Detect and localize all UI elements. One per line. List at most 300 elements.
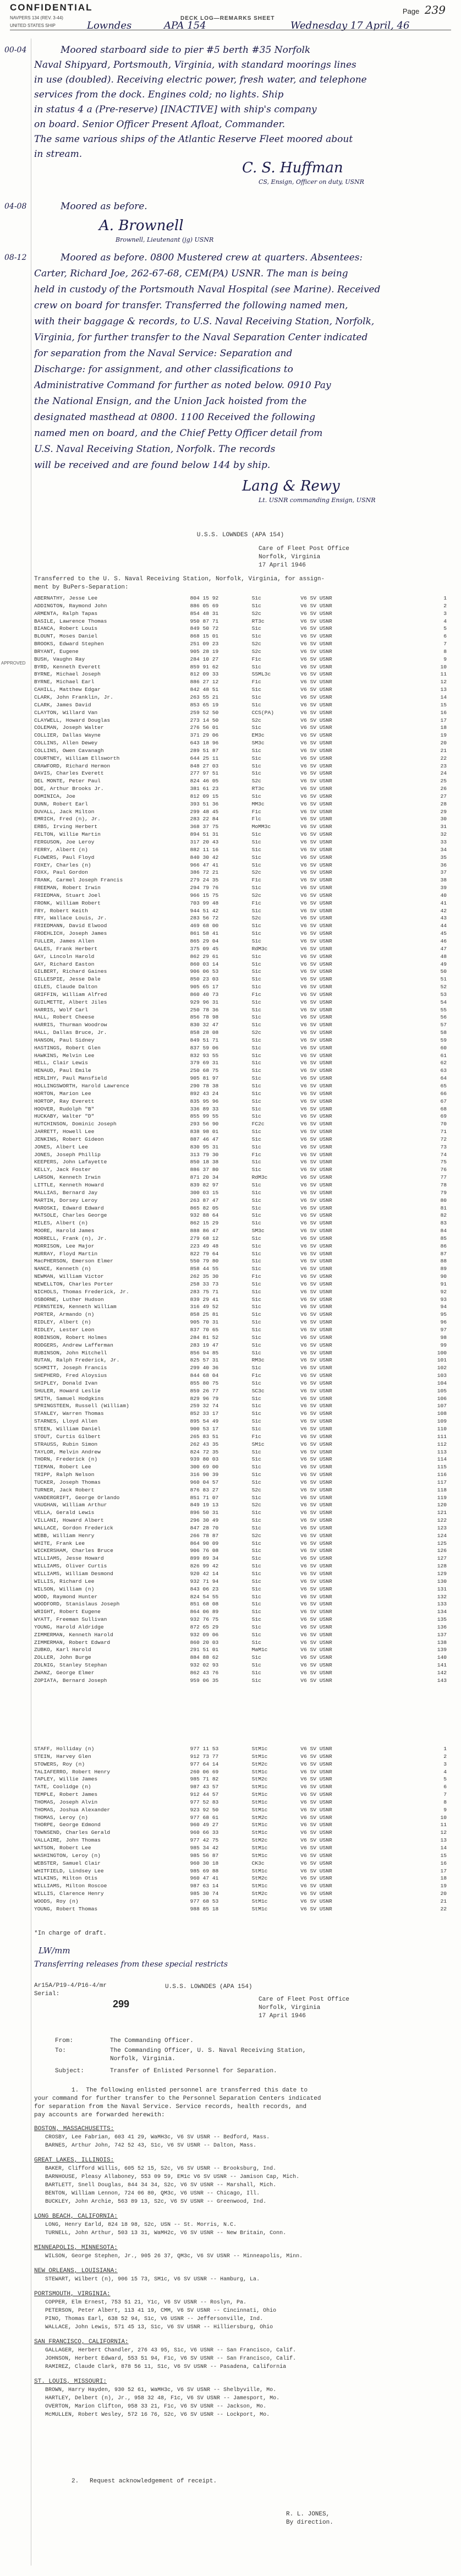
sailor-name: CAHILL, Matthew Edgar	[34, 687, 101, 693]
service-number: 960 04 57	[190, 1479, 219, 1485]
service-number: 858 25 81	[190, 1311, 219, 1318]
memo-paragraph-line: pay accounts are forwarded herewith:	[34, 2112, 165, 2118]
classification: V6 SV USNR	[300, 1288, 332, 1295]
handwritten-note: Transferring releases from these special restricts	[34, 1960, 228, 1969]
rate: S1c	[251, 1677, 261, 1684]
row-index: 13	[440, 687, 447, 693]
memo-section-line: PINO, Thomas Earl, 638 52 94, S1c, V6 USNR -- Jeffersonville, Ind.	[45, 2316, 264, 2322]
service-number: 884 88 62	[190, 1654, 219, 1661]
roster-row	[34, 1082, 447, 1090]
rate: S1c	[251, 1571, 261, 1577]
rate: MaM1c	[251, 1647, 268, 1653]
row-index: 4	[443, 1768, 447, 1775]
row-index: 6	[443, 633, 447, 640]
service-number: 944 51 42	[190, 907, 219, 914]
log-entry-line: The same various ships of the Atlantic Reserve Fleet moored about	[34, 134, 353, 145]
roster-table	[34, 595, 447, 1685]
classification-banner: CONFIDENTIAL	[10, 2, 93, 13]
row-index: 79	[440, 1189, 447, 1196]
service-number: 906 76 08	[190, 1548, 219, 1554]
row-index: 42	[440, 907, 447, 914]
row-index: 2	[443, 602, 447, 609]
sailor-name: DOMINICA, Joe	[34, 793, 75, 799]
service-number: 886 27 12	[190, 679, 219, 685]
classification: V6 SV USNR	[300, 1319, 332, 1326]
roster-row	[34, 1555, 447, 1562]
row-index: 139	[437, 1647, 447, 1653]
sailor-name: TRIPP, Ralph Nelson	[34, 1472, 95, 1478]
log-date: Wednesday 17 April, 46	[290, 20, 410, 31]
rate: S1c	[251, 1105, 261, 1112]
row-index: 45	[440, 930, 447, 937]
service-number: 826 99 42	[190, 1563, 219, 1570]
rate: S1c	[251, 1258, 261, 1265]
rate: S1c	[251, 930, 261, 937]
sailor-name: FULLER, James Allen	[34, 938, 95, 944]
service-number: 259 32 74	[190, 1403, 219, 1409]
officer-signature-title: Lt. USNR commanding Ensign, USNR	[259, 497, 376, 504]
roster-row	[34, 1265, 447, 1273]
rate: S1c	[251, 625, 261, 632]
sailor-name: WILLIAMS, William Desmond	[34, 1571, 113, 1577]
form-title: DECK LOG—REMARKS SHEET	[180, 15, 275, 21]
service-number: 864 06 89	[190, 1609, 219, 1615]
classification: V6 SV USNR	[300, 1281, 332, 1287]
sailor-name: FRIEDMANN, David Elwood	[34, 923, 107, 929]
roster-row	[34, 1044, 447, 1052]
rate: StM2c	[251, 1837, 268, 1844]
roster-row	[34, 1608, 447, 1616]
log-entry-line: Discharge: for assignment, and other classifications to	[34, 364, 293, 375]
memo-section-line: CROSBY, Lee Fabrian, 603 41 29, WaMH3c, V6 SV USNR -- Bedford, Mass.	[45, 2134, 270, 2141]
sailor-name: RODGERS, Andrew Lafferman	[34, 1342, 113, 1348]
sailor-name: HENAUD, Paul Emile	[34, 1068, 91, 1074]
sailor-name: ZIMMERMAN, Kenneth Harold	[34, 1631, 113, 1638]
sailor-name: WOODS, Roy (n)	[34, 1898, 79, 1904]
row-index: 76	[440, 1167, 447, 1173]
roster-row	[34, 1867, 447, 1875]
rate: S1c	[251, 1403, 261, 1409]
sailor-name: GILLESPIE, Jesse Dale	[34, 976, 101, 983]
log-entry-line: on board. Senior Officer Present Afloat, Commander.	[34, 119, 286, 130]
roster-row	[34, 1380, 447, 1387]
rate: S2c	[251, 648, 261, 655]
roster-row	[34, 1875, 447, 1882]
service-number: 368 37 75	[190, 824, 219, 830]
row-index: 8	[443, 648, 447, 655]
rate: S1c	[251, 1563, 261, 1570]
classification: V6 SV USNR	[300, 1875, 332, 1882]
sailor-name: DEL MONTE, Peter Paul	[34, 778, 101, 785]
service-number: 899 89 34	[190, 1555, 219, 1562]
row-index: 6	[443, 1784, 447, 1790]
roster-row	[34, 1425, 447, 1433]
roster-row	[34, 930, 447, 938]
service-number: 960 49 27	[190, 1822, 219, 1828]
row-index: 142	[437, 1669, 447, 1676]
row-index: 100	[437, 1349, 447, 1356]
service-number: 977 11 53	[190, 1746, 219, 1752]
sailor-name: PERNSTEIN, Kenneth William	[34, 1304, 117, 1310]
roster-row	[34, 1890, 447, 1898]
roster-row	[34, 983, 447, 991]
roster-row	[34, 922, 447, 930]
row-index: 57	[440, 1022, 447, 1028]
roster-row	[34, 1600, 447, 1608]
service-number: 977 42 75	[190, 1837, 219, 1844]
roster-row	[34, 914, 447, 922]
roster-row	[34, 1372, 447, 1380]
service-number: 837 70 65	[190, 1327, 219, 1333]
row-index: 70	[440, 1121, 447, 1128]
roster-row	[34, 1098, 447, 1105]
roster-address-line: Care of Fleet Post Office	[259, 546, 350, 552]
ship-label: UNITED STATES SHIP	[10, 23, 56, 28]
sailor-name: FRANK, Carmel Joseph Francis	[34, 877, 123, 884]
service-number: 844 68 04	[190, 1373, 219, 1379]
classification: V6 SV USNR	[300, 1129, 332, 1135]
classification: V6 SV USNR	[300, 1571, 332, 1577]
sailor-name: CLARK, James David	[34, 701, 91, 708]
rate: S1c	[251, 1266, 261, 1272]
roster-row	[34, 1768, 447, 1776]
classification: V6 SV USNR	[300, 1624, 332, 1630]
service-number: 860 03 14	[190, 961, 219, 967]
classification: V6 SV USNR	[300, 1639, 332, 1646]
roster-row	[34, 1882, 447, 1890]
row-index: 109	[437, 1418, 447, 1425]
classification: V6 SV USNR	[300, 1563, 332, 1570]
sailor-name: FERGUSON, Joe Leroy	[34, 839, 95, 845]
service-number: 887 46 47	[190, 1136, 219, 1142]
classification: V6 SV USNR	[300, 610, 332, 617]
sailor-name: FROEHLICH, Joseph James	[34, 930, 107, 937]
row-index: 21	[440, 1898, 447, 1904]
classification: V6 SV USNR	[300, 1006, 332, 1013]
classification: V6 SV USNR	[300, 1799, 332, 1805]
row-index: 47	[440, 945, 447, 952]
service-number: 393 51 36	[190, 800, 219, 807]
row-index: 1	[443, 1746, 447, 1752]
roster-row	[34, 686, 447, 694]
rate: SM3c	[251, 1228, 265, 1234]
rate: S1c	[251, 1022, 261, 1028]
classification: V6 SV USNR	[300, 1441, 332, 1447]
row-index: 15	[440, 1852, 447, 1859]
row-index: 21	[440, 747, 447, 754]
classification: V6 SV USNR	[300, 1266, 332, 1272]
sailor-name: MURRAY, Floyd Martin	[34, 1250, 98, 1257]
roster-row	[34, 1509, 447, 1517]
classification: V6 SV USNR	[300, 938, 332, 944]
roster-row	[34, 1578, 447, 1586]
row-index: 116	[437, 1472, 447, 1478]
classification: V6 SV USNR	[300, 1151, 332, 1158]
sailor-name: TAPLEY, Willie James	[34, 1776, 98, 1783]
row-index: 112	[437, 1441, 447, 1447]
rate: S2c	[251, 1486, 261, 1493]
roster-row	[34, 953, 447, 961]
classification: V6 SV USNR	[300, 961, 332, 967]
sailor-name: TURNER, Jack Robert	[34, 1486, 95, 1493]
row-index: 85	[440, 1235, 447, 1241]
roster-row	[34, 1631, 447, 1639]
page-number-field: Page 239	[402, 3, 446, 17]
service-number: 263 87 47	[190, 1197, 219, 1203]
roster-row	[34, 1837, 447, 1844]
rate: S1c	[251, 1609, 261, 1615]
classification: V6 SV USNR	[300, 1205, 332, 1211]
sailor-name: WILLIAMS, Milton Roscoe	[34, 1883, 107, 1889]
classification: V6 SV USNR	[300, 1852, 332, 1859]
service-number: 291 51 01	[190, 1647, 219, 1653]
row-index: 51	[440, 976, 447, 983]
rate: S1c	[251, 1631, 261, 1638]
sailor-name: SHULER, Howard Leslie	[34, 1387, 101, 1394]
roster-row	[34, 1806, 447, 1814]
service-number: 283 19 47	[190, 1342, 219, 1348]
row-index: 37	[440, 869, 447, 876]
service-number: 822 79 64	[190, 1250, 219, 1257]
row-index: 7	[443, 1791, 447, 1798]
row-index: 124	[437, 1532, 447, 1539]
row-index: 82	[440, 1212, 447, 1219]
rate: StM1c	[251, 1753, 268, 1760]
sailor-name: CLAYTON, Willard Van	[34, 709, 98, 716]
service-number: 381 61 23	[190, 786, 219, 792]
classification: V6 SV USNR	[300, 1181, 332, 1188]
classification: V6 SV USNR	[300, 1814, 332, 1821]
row-index: 125	[437, 1540, 447, 1546]
row-index: 80	[440, 1197, 447, 1203]
service-number: 860 20 03	[190, 1639, 219, 1646]
sailor-name: WHITE, Frank Lee	[34, 1540, 85, 1546]
classification: V6 SV USNR	[300, 648, 332, 655]
classification: V6 SV USNR	[300, 1494, 332, 1501]
sailor-name: COLLIER, Dallas Wayne	[34, 732, 101, 739]
rate: S1c	[251, 1189, 261, 1196]
roster-row	[34, 1288, 447, 1296]
rate: S1c	[251, 1311, 261, 1318]
sailor-name: TAYLOR, Melvin Andrew	[34, 1448, 101, 1455]
roster-row	[34, 1814, 447, 1822]
rate: S1c	[251, 602, 261, 609]
service-number: 959 06 35	[190, 1677, 219, 1684]
service-number: 872 65 29	[190, 1624, 219, 1630]
roster-row	[34, 1257, 447, 1265]
row-index: 122	[437, 1517, 447, 1524]
classification: V6 SV USNR	[300, 1174, 332, 1181]
log-entry-line: Moored as before. 0800 Mustered crew at quarters. Absentees:	[61, 252, 363, 263]
memo-section-line: BARNES, Arthur John, 742 52 43, S1c, V6 SV USNR -- Dalton, Mass.	[45, 2143, 257, 2149]
rate: S1c	[251, 1616, 261, 1623]
roster-row	[34, 1303, 447, 1311]
log-entry-line: Carter, Richard Joe, 262-67-68, CEM(PA) USNR. The man is being	[34, 268, 348, 279]
row-index: 92	[440, 1288, 447, 1295]
classification: V6 SV USNR	[300, 1030, 332, 1036]
sailor-name: THOMAS, Joshua Alexander	[34, 1806, 111, 1813]
service-number: 839 82 97	[190, 1181, 219, 1188]
classification: V6 SV USNR	[300, 1479, 332, 1485]
service-number: 905 65 17	[190, 984, 219, 990]
service-number: 835 95 96	[190, 1098, 219, 1104]
roster-row	[34, 1296, 447, 1304]
classification: V6 SV USNR	[300, 1456, 332, 1463]
memo-section-line: TURNELL, John Arthur, 503 13 31, WaMH2c, V6 SV USNR -- New Britain, Conn.	[45, 2230, 287, 2236]
classification: V6 SV USNR	[300, 1746, 332, 1752]
classification: V6 SV USNR	[300, 1014, 332, 1021]
rate: S1c	[251, 755, 261, 761]
row-index: 8	[443, 1799, 447, 1805]
memo-address-line: Care of Fleet Post Office	[259, 1996, 350, 2003]
sailor-name: VELLA, Gerald Lewis	[34, 1510, 95, 1516]
roster-row	[34, 838, 447, 846]
service-number: 825 57 31	[190, 1357, 219, 1364]
row-index: 50	[440, 968, 447, 975]
service-number: 838 98 01	[190, 1129, 219, 1135]
classification: V6 SV USNR	[300, 877, 332, 884]
classification: V6 SV USNR	[300, 945, 332, 952]
roster-row	[34, 1006, 447, 1014]
service-number: 882 11 16	[190, 846, 219, 853]
roster-row	[34, 900, 447, 907]
roster-intro-line: ment by BuPers-Separation:	[34, 584, 129, 591]
service-number: 336 89 33	[190, 1105, 219, 1112]
roster-row	[34, 1166, 447, 1174]
row-index: 5	[443, 625, 447, 632]
log-entry-line: Naval Shipyard, Portsmouth, Virginia, with standard moorings lines	[34, 59, 356, 70]
row-index: 10	[440, 663, 447, 670]
sailor-name: LITTLE, Kenneth Howard	[34, 1181, 104, 1188]
roster-row	[34, 1311, 447, 1319]
classification: V6 SV USNR	[300, 1548, 332, 1554]
sailor-name: GAY, Lincoln Harold	[34, 953, 95, 960]
row-index: 119	[437, 1494, 447, 1501]
sailor-name: KEEPERS, John Lafayette	[34, 1159, 107, 1166]
memo-address	[259, 1996, 349, 2021]
sailor-name: HERLIHY, Paul Mansfield	[34, 1075, 107, 1082]
roster-row	[34, 1821, 447, 1829]
roster-initials: LW/mm	[39, 1946, 70, 1956]
row-index: 40	[440, 892, 447, 898]
roster-row	[34, 1029, 447, 1037]
service-number: 950 87 71	[190, 618, 219, 624]
service-number: 855 99 55	[190, 1113, 219, 1120]
classification: V6 SV USNR	[300, 1464, 332, 1471]
service-number: 850 18 38	[190, 1159, 219, 1166]
roster-row	[34, 1844, 447, 1852]
sailor-name: PORTER, Armando (n)	[34, 1311, 95, 1318]
row-index: 13	[440, 1837, 447, 1844]
row-index: 1	[443, 595, 447, 601]
row-index: 20	[440, 740, 447, 747]
roster-row	[34, 671, 447, 678]
row-index: 138	[437, 1639, 447, 1646]
classification: V6 SV USNR	[300, 1037, 332, 1043]
service-number: 273 14 50	[190, 717, 219, 723]
row-index: 15	[440, 701, 447, 708]
roster-row	[34, 633, 447, 640]
rate: S1c	[251, 938, 261, 944]
roster-title: U.S.S. LOWNDES (APA 154)	[196, 532, 284, 538]
rate: StM1c	[251, 1784, 268, 1790]
log-entry-line: for separation from the Naval Service: Separation and	[34, 348, 293, 359]
roster-row	[34, 1905, 447, 1913]
classification: V6 SV USNR	[300, 1524, 332, 1531]
service-number: 386 72 21	[190, 869, 219, 876]
classification: V6 SV USNR	[300, 1327, 332, 1333]
rate: RT3c	[251, 786, 265, 792]
classification: V6 SV USNR	[300, 1342, 332, 1348]
classification: V6 SV USNR	[300, 1296, 332, 1303]
rate: F1c	[251, 1433, 261, 1440]
rate: S1c	[251, 1654, 261, 1661]
row-index: 81	[440, 1205, 447, 1211]
sailor-name: MARTIN, Dorsey Leroy	[34, 1197, 98, 1203]
service-number: 284 81 52	[190, 1334, 219, 1341]
memo-signer-line-2: By direction.	[286, 2519, 333, 2526]
classification: V6 SV USNR	[300, 1905, 332, 1912]
roster-row	[34, 618, 447, 625]
rate: S1c	[251, 1250, 261, 1257]
service-number: 279 68 12	[190, 1235, 219, 1241]
rate: S1c	[251, 793, 261, 799]
row-index: 36	[440, 862, 447, 868]
memo-section-line: STEWART, Wilbert (n), 906 15 73, SM1c, V6 SV USNR -- Hamburg, La.	[45, 2277, 260, 2283]
sailor-name: MALLIAS, Bernard Jay	[34, 1189, 98, 1196]
rate: S1c	[251, 1555, 261, 1562]
roster-row	[34, 1776, 447, 1783]
row-index: 9	[443, 1806, 447, 1813]
sailor-name: DAVIS, Charles Everett	[34, 770, 104, 777]
classification: V6 SV USNR	[300, 1098, 332, 1104]
row-index: 28	[440, 800, 447, 807]
rate: S1c	[251, 1410, 261, 1417]
classification: V6 SV USNR	[300, 1380, 332, 1386]
roster-row	[34, 602, 447, 610]
row-index: 86	[440, 1243, 447, 1249]
roster-row	[34, 1463, 447, 1471]
row-index: 130	[437, 1578, 447, 1584]
sailor-name: STARNES, Lloyd Allen	[34, 1418, 98, 1425]
sailor-name: JENKINS, Robert Gideon	[34, 1136, 104, 1142]
rate: SM3c	[251, 740, 265, 747]
row-index: 58	[440, 1030, 447, 1036]
memo-subject-value: Transfer of Enlisted Personnel for Separation.	[110, 2068, 277, 2074]
row-index: 78	[440, 1181, 447, 1188]
classification: V6 SV USNR	[300, 1510, 332, 1516]
rate: S1c	[251, 1517, 261, 1524]
row-index: 103	[437, 1373, 447, 1379]
roster-row	[34, 1364, 447, 1372]
service-number: 263 55 21	[190, 694, 219, 700]
row-index: 29	[440, 808, 447, 815]
row-index: 62	[440, 1060, 447, 1066]
sailor-name: HALL, Robert Cheese	[34, 1014, 95, 1021]
service-number: 960 30 18	[190, 1860, 219, 1866]
roster-row	[34, 1212, 447, 1219]
service-number: 985 30 74	[190, 1891, 219, 1897]
sailor-name: ZOLNIG, Stanley Stephan	[34, 1662, 107, 1669]
classification: V6 SV USNR	[300, 595, 332, 601]
classification: V6 SV USNR	[300, 1418, 332, 1425]
rate: F1c	[251, 900, 261, 906]
classification: V6 SV USNR	[300, 1601, 332, 1608]
service-number: 985 69 88	[190, 1867, 219, 1874]
sailor-name: HARRIS, Thurman Woodrow	[34, 1022, 107, 1028]
sailor-name: YOUNG, Robert Thomas	[34, 1905, 98, 1912]
service-number: 843 06 23	[190, 1586, 219, 1592]
